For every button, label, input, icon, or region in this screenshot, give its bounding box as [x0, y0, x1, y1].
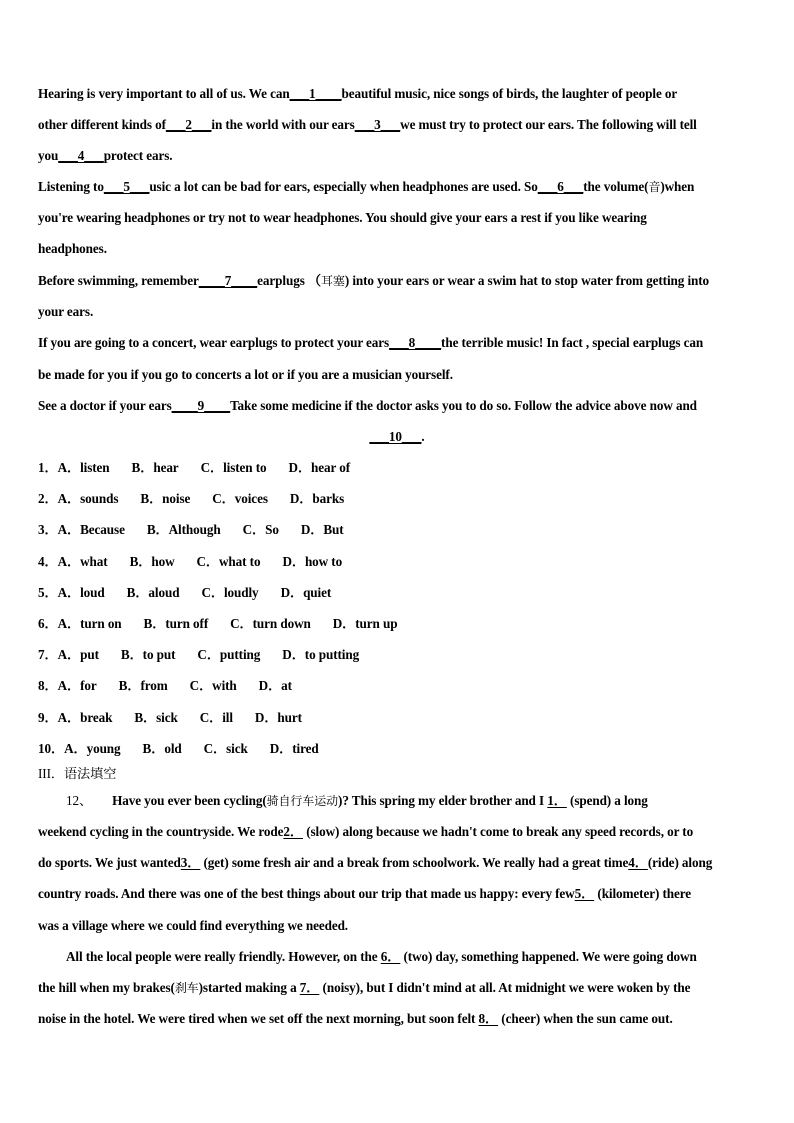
option-a: A．what — [57, 553, 108, 569]
option-a: A．loud — [57, 584, 105, 600]
option-a: A．sounds — [57, 491, 119, 507]
option-d: D．at — [258, 678, 292, 694]
option-c: C．putting — [197, 647, 261, 663]
option-number: 9． — [38, 709, 58, 725]
passage1-line-1: Hearing is very important to all of us. We can___1____beautiful music, nice songs of birds, the laughter of people or — [38, 86, 678, 101]
option-d: D．to putting — [282, 647, 360, 663]
option-d: D．hurt — [254, 709, 302, 725]
passage1-line-3: you___4___protect ears. — [38, 148, 173, 163]
option-c: C．loudly — [201, 584, 259, 600]
passage1-line-8: your ears. — [38, 304, 94, 319]
option-number: 6． — [38, 616, 58, 631]
blank-4: ___4___ — [58, 148, 104, 163]
option-d: D．hear of — [288, 460, 351, 475]
option-row — [38, 647, 762, 663]
option-b: B．to put — [120, 647, 176, 663]
option-b: B．hear — [131, 460, 179, 475]
option-c: C．ill — [199, 709, 233, 725]
option-b: B．aloud — [126, 584, 180, 600]
option-c: C．So — [242, 522, 279, 538]
passage2-line-6: All the local people were really friendly. However, on the 6． (two) day, something happened. We were going down — [66, 949, 697, 964]
passage2-line-4: country roads. And there was one of the best things about our trip that made us happy: every few5． (kilometer) there — [38, 886, 692, 901]
blank-7: ____7____ — [198, 273, 258, 288]
grammar-blank-3: 3． — [180, 855, 201, 870]
passage1-line-10: be made for you if you go to concerts a lot or if you are a musician yourself. — [38, 367, 453, 382]
blank-2: ___2___ — [165, 117, 212, 132]
option-c: C．sick — [203, 740, 248, 756]
passage2-line-2: weekend cycling in the countryside. We rode2． (slow) along because we hadn't come to break any speed records, or to — [38, 824, 694, 839]
option-row — [38, 741, 762, 757]
option-row — [38, 585, 762, 601]
option-number: 1． — [38, 460, 58, 475]
option-number: 5． — [38, 584, 58, 600]
passage1-line-4: Listening to___5___usic a lot can be bad for ears, especially when headphones are used. So___6___the volume(音)when — [38, 179, 695, 194]
option-c: C．what to — [196, 553, 261, 569]
passage1-line-9: If you are going to a concert, wear earplugs to protect your ears___8____the terrible music! In fact , special earplugs can — [38, 335, 704, 350]
grammar-blank-1: 1． — [547, 793, 567, 808]
option-b: B．from — [118, 678, 168, 694]
option-b: B．noise — [140, 491, 191, 507]
option-b: B．sick — [134, 709, 178, 725]
grammar-blank-8: 8． — [478, 1011, 499, 1026]
option-row — [38, 491, 762, 507]
passage1-line-7: Before swimming, remember____7____earplugs （耳塞) into your ears or wear a swim hat to stop water from getting into — [38, 273, 710, 288]
option-c: C．with — [189, 678, 237, 694]
grammar-blank-4: 4． — [628, 855, 648, 870]
option-row — [38, 554, 762, 570]
question-number: 12、 — [66, 793, 93, 808]
option-row — [38, 460, 762, 476]
option-b: B．how — [129, 553, 175, 569]
option-number: 2． — [38, 491, 58, 507]
option-a: A．Because — [57, 522, 125, 538]
grammar-blank-7: 7． — [299, 980, 320, 995]
option-a: A．put — [57, 647, 99, 663]
option-number: 10． — [38, 740, 65, 756]
passage1-line-12: ___10___. — [369, 429, 425, 444]
option-c: C．voices — [212, 491, 268, 507]
option-b: B．old — [142, 740, 182, 756]
blank-10: ___10___ — [369, 429, 422, 444]
option-d: D．turn up — [332, 616, 398, 631]
option-b: B．turn off — [143, 616, 209, 631]
option-row — [38, 616, 762, 632]
grammar-blank-6: 6． — [380, 949, 401, 964]
option-a: A．for — [57, 678, 97, 694]
grammar-blank-2: 2． — [283, 824, 303, 839]
option-d: D．quiet — [280, 584, 332, 600]
option-row — [38, 678, 762, 694]
option-c: C．listen to — [200, 460, 267, 475]
option-d: D．But — [300, 522, 344, 538]
option-a: A．break — [57, 709, 113, 725]
passage2-line-8: noise in the hotel. We were tired when we set off the next morning, but soon felt 8． (cheer) when the sun came out. — [38, 1011, 673, 1026]
section-heading: III．语法填空 — [38, 766, 117, 781]
passage2-line-5: was a village where we could find everything we needed. — [38, 918, 349, 933]
blank-8: ___8____ — [389, 335, 442, 350]
blank-5: ___5___ — [103, 179, 150, 194]
option-c: C．turn down — [230, 616, 311, 631]
passage2-line-3: do sports. We just wanted3． (get) some fresh air and a break from schoolwork. We really had a great time4．(ride) along — [38, 855, 713, 870]
option-d: D．tired — [269, 740, 319, 756]
passage1-line-5: you're wearing headphones or try not to wear headphones. You should give your ears a rest if you like wearing — [38, 210, 647, 225]
option-a: A．young — [64, 740, 121, 756]
option-d: D．how to — [282, 553, 343, 569]
option-number: 4． — [38, 553, 58, 569]
passage2-line-1: 12、 Have you ever been cycling(骑自行车运动)? This spring my elder brother and I 1． (spend) a long — [66, 793, 648, 808]
option-b: B．Although — [146, 522, 221, 538]
blank-9: ____9____ — [171, 398, 231, 413]
option-d: D．barks — [289, 491, 345, 507]
option-number: 8． — [38, 678, 58, 694]
option-number: 3． — [38, 522, 58, 538]
grammar-blank-5: 5． — [574, 886, 595, 901]
blank-3: ___3___ — [354, 117, 401, 132]
passage1-line-6: headphones. — [38, 241, 107, 256]
option-a: A．listen — [57, 460, 110, 475]
option-number: 7． — [38, 647, 58, 663]
option-row — [38, 522, 762, 538]
option-a: A．turn on — [57, 616, 122, 631]
passage1-line-2: other different kinds of___2___in the world with our ears___3___we must try to protect our ears. The following will tell — [38, 117, 697, 132]
blank-1: ___1____ — [289, 86, 342, 101]
blank-6: ___6___ — [537, 179, 584, 194]
option-row — [38, 710, 762, 726]
passage2-line-7: the hill when my brakes(刹车)started making a 7． (noisy), but I didn't mind at all. At midnight we were woken by the — [38, 980, 691, 995]
passage1-line-11: See a doctor if your ears____9____Take some medicine if the doctor asks you to do so. Follow the advice above now and — [38, 398, 697, 413]
